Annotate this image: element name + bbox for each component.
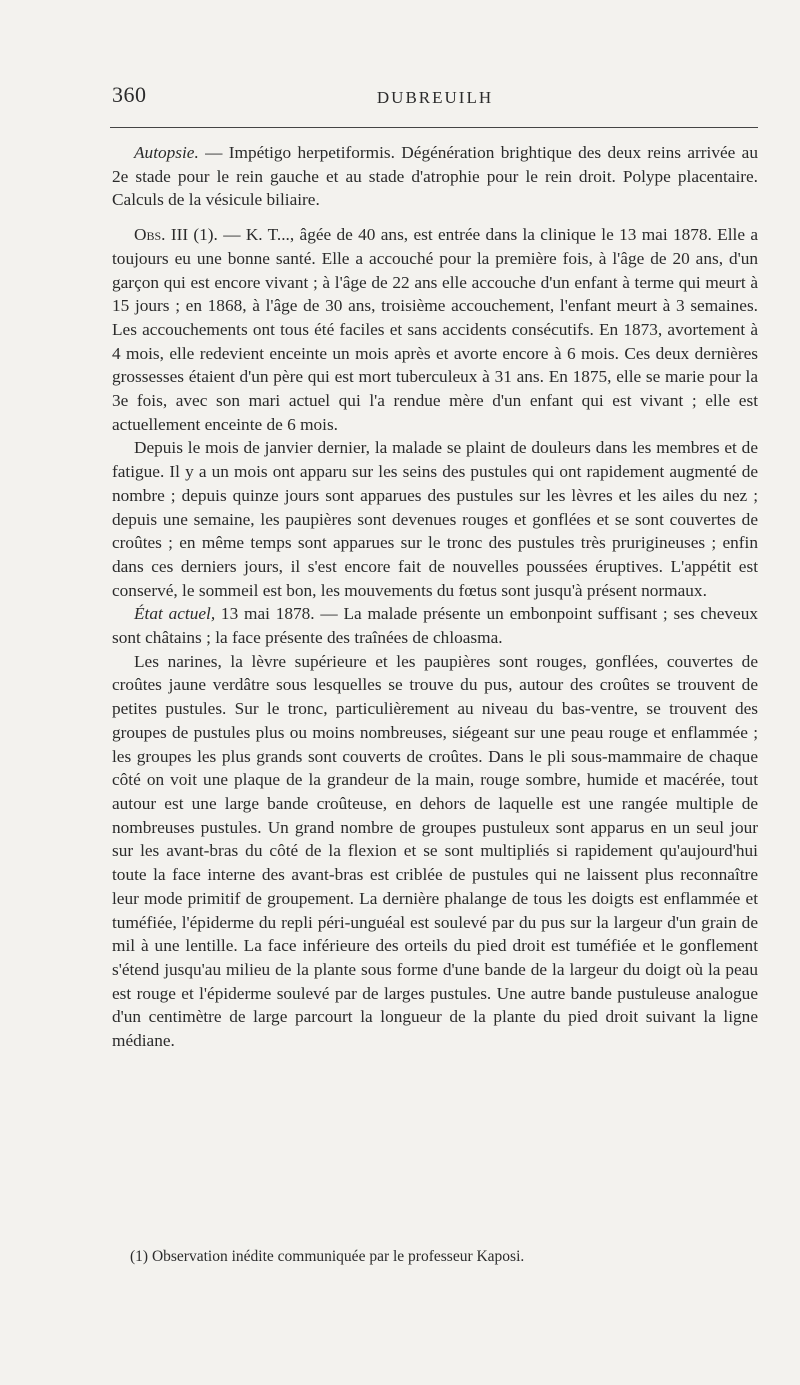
page-number: 360 [112,82,147,107]
etat-actuel-label: État actuel, [134,604,216,624]
description-paragraph: Les narines, la lèvre supérieure et les paupières sont rouges, gonflées, couvertes de croûtes jaune verdâtre sous lesquelles se trouve du pus, autour des croûtes se trouvent de petites pustules. Sur le tronc, particulièrement au niveau du bas-ventre, se trouvent des groupes de pustules plus ou moins nombreuses, siégeant sur une peau rouge et enflammée ; les groupes les plus grands sont couverts de croûtes. Dans le pli sous-mammaire de chaque côté on voit une plaque de la grandeur de la main, rouge sombre, humide et macérée, tout autour est une large bande croûteuse, en dehors de laquelle est une rangée multiple de nombreuses pustules. Un grand nombre de groupes pustuleux sont apparus en un seul jour sur les avant-bras du côté de la flexion et se sont multipliés si rapidement qu'aujourd'hui toute la face interne des avant-bras est criblée de pustules qui ne laissent plus reconnaître leur mode primitif de groupement. La dernière phalange de tous les doigts est enflammée et tuméfiée, l'épiderme du repli péri-unguéal est soulevé par du pus sur la largeur d'un grain de mil à une lentille. La face inférieure des orteils du pied droit est tuméfiée et le gonflement s'étend jusqu'au milieu de la plante sous forme d'une bande de la largeur du doigt où la peau est rouge et l'épiderme soulevé par de larges pustules. Une autre bande pustuleuse analogue d'un centimètre de large parcourt la longueur de la plante du pied droit suivant la ligne médiane. [112,651,758,1051]
obs-text: — K. T..., âgée de 40 ans, est entrée dans la clinique le 13 mai 1878. Elle a toujours eu une bonne santé. Elle a accouché pour la première fois, à l'âge de 20 ans, d'un garçon qui est encore vivant ; à l'âge de 22 ans elle accouche d'un enfant à terme qui meurt à 15 jours ; en 1868, à l'âge de 30 ans, troisième accouchement, l'enfant meurt à 3 semaines. Les accouchements ont tous été faciles et sans accidents consécutifs. En 1873, avortement à 4 mois, elle redevient enceinte un mois après et avorte encore à 6 mois. Ces deux dernières grossesses étaient d'un père qui est mort tuberculeux à 31 ans. En 1875, elle se marie pour la 3e fois, avec son mari actuel qui l'a rendue mère d'un enfant qui est vivant ; elle est actuellement enceinte de 6 mois. [112,225,758,434]
autopsie-paragraph [112,141,758,212]
page-header [112,82,758,112]
history-paragraph: Depuis le mois de janvier dernier, la malade se plaint de douleurs dans les membres et de fatigue. Il y a un mois ont apparu sur les seins des pustules qui ont rapidement augmenté de nombre ; depuis quinze jours sont apparues des pustules sur les lèvres et les ailes du nez ; depuis une semaine, les paupières sont devenues rouges et gonflées et se sont couvertes de croûtes ; en même temps sont apparues sur le tronc des pustules très prurigineuses ; enfin dans ces derniers jours, il s'est encore fait de nouvelles poussées éruptives. L'appétit est conservé, le sommeil est bon, les mouvements du fœtus sont jusqu'à présent normaux. [112,438,758,600]
running-head: DUBREUILH [376,88,494,107]
autopsie-label: Autopsie. [134,143,199,162]
header-rule [110,127,758,128]
obs-number: III (1). [165,225,218,245]
etat-actuel-paragraph [112,602,758,649]
autopsie-text: — Impétigo herpetiformis. Dégénération brightique des deux reins arrivée au 2e stade pour le rein gauche et au stade d'atrophie pour le rein droit. Polype placentaire. Calculs de la vésicule biliaire. [112,143,758,210]
footnote: (1) Observation inédite communiquée par le professeur Kaposi. [130,1248,525,1265]
etat-actuel-text: 13 mai 1878. — La malade présente un embonpoint suffisant ; ses cheveux sont châtains ; la face présente des traînées de chloasma. [112,604,758,648]
body-text [112,141,758,1053]
obs-label: Obs. [134,225,166,245]
observation-paragraph [112,223,758,436]
